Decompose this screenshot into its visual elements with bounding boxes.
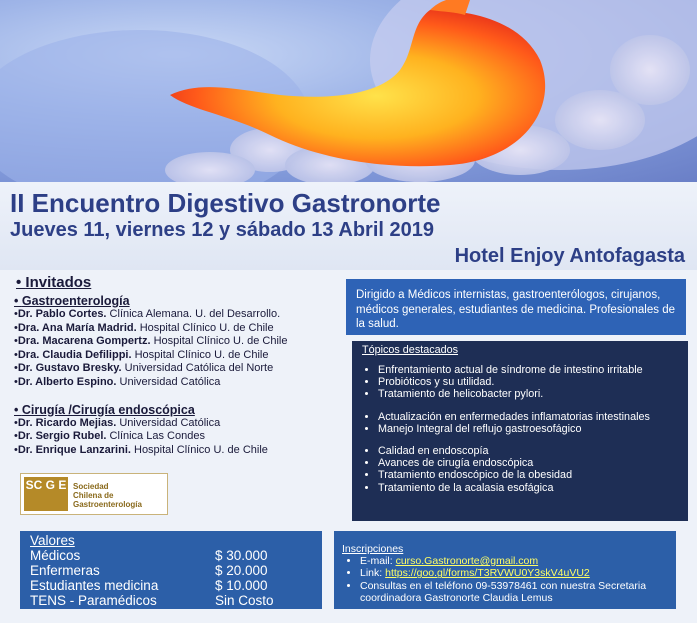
list-item: • Manejo Integral del reflujo gastroesofágico <box>378 423 678 435</box>
list-item: •Dr. Sergio Rubel. Clínica Las Condes <box>14 430 205 443</box>
registration-box <box>334 531 676 609</box>
list-item: •Dra. Macarena Gompertz. Hospital Clínico U. de Chile <box>14 335 288 348</box>
price-row: Estudiantes medicina $ 10.000 <box>30 578 268 593</box>
topics-list <box>362 364 678 494</box>
registration-heading: Inscripciones <box>342 543 404 555</box>
phone-item: • Consultas en el teléfono 09-53978461 con nuestra Secretaria coordinadora Gastronorte Claudia Lemus <box>360 580 668 605</box>
prices-heading: Valores <box>30 533 75 548</box>
email-link[interactable]: curso.Gastronorte@gmail.com <box>395 555 539 567</box>
topics-box <box>352 341 688 521</box>
guests-section <box>14 274 344 457</box>
price-row: Enfermeras $ 20.000 <box>30 563 268 578</box>
event-dates: Jueves 11, viernes 12 y sábado 13 Abril 2019 <box>10 219 434 241</box>
list-item: • Tratamiento de helicobacter pylori. <box>378 388 678 400</box>
event-title: II Encuentro Digestivo Gastronorte <box>10 188 441 218</box>
list-item: •Dra. Ana María Madrid. Hospital Clínico U. de Chile <box>14 321 274 334</box>
list-item: • Probióticos y su utilidad. <box>378 376 678 388</box>
hero-image <box>0 0 697 182</box>
price-row: Médicos $ 30.000 <box>30 548 268 563</box>
list-item: •Dr. Alberto Espino. Universidad Católica <box>14 375 221 388</box>
logo-mark: SC G E <box>24 477 68 511</box>
list-item: • Tratamiento de la acalasia esofágica <box>378 482 678 494</box>
society-logo <box>20 473 168 515</box>
form-link[interactable]: https://goo.gl/forms/T3RVWU0Y3skV4uVU2 <box>385 567 590 580</box>
section-heading-gastro: • Gastroenterología <box>14 294 130 308</box>
list-item: •Dr. Ricardo Mejias. Universidad Católica <box>14 416 221 429</box>
list-item: • Calidad en endoscopía <box>378 445 678 457</box>
list-item: • Tratamiento endoscópico de la obesidad <box>378 469 678 481</box>
form-link-item: • Link: https://goo.gl/forms/T3RVWU0Y3skV4uVU2 <box>360 567 668 579</box>
prices-box <box>20 531 322 609</box>
list-item: • Enfrentamiento actual de síndrome de intestino irritable <box>378 364 678 376</box>
section-heading-surgery: • Cirugía /Cirugía endoscópica <box>14 402 195 417</box>
list-item: • Actualización en enfermedades inflamatorias intestinales <box>378 411 678 423</box>
event-venue: Hotel Enjoy Antofagasta <box>454 245 685 267</box>
list-item: •Dra. Claudia Defilippi. Hospital Clínico U. de Chile <box>14 348 269 361</box>
email-item: • E-mail: curso.Gastronorte@gmail.com <box>360 555 668 567</box>
stomach-illustration <box>0 0 697 182</box>
topics-heading: Tópicos destacados <box>362 344 459 356</box>
list-item: •Dr. Pablo Cortes. Clínica Alemana. U. del Desarrollo. <box>14 308 281 320</box>
price-row: TENS - Paramédicos Sin Costo <box>30 593 274 608</box>
logo-text: Sociedad Chilena de Gastroenterología <box>73 482 142 509</box>
guests-heading: • Invitados <box>16 274 92 291</box>
list-item: •Dr. Enrique Lanzarini. Hospital Clínico U. de Chile <box>14 443 268 456</box>
list-item: • Avances de cirugía endoscópica <box>378 457 678 469</box>
list-item: •Dr. Gustavo Bresky. Universidad Católica del Norte <box>14 362 274 375</box>
audience-box: Dirigido a Médicos internistas, gastroenterólogos, cirujanos, médicos generales, estudiantes de medicina. Profesionales de la salud. <box>346 279 686 335</box>
